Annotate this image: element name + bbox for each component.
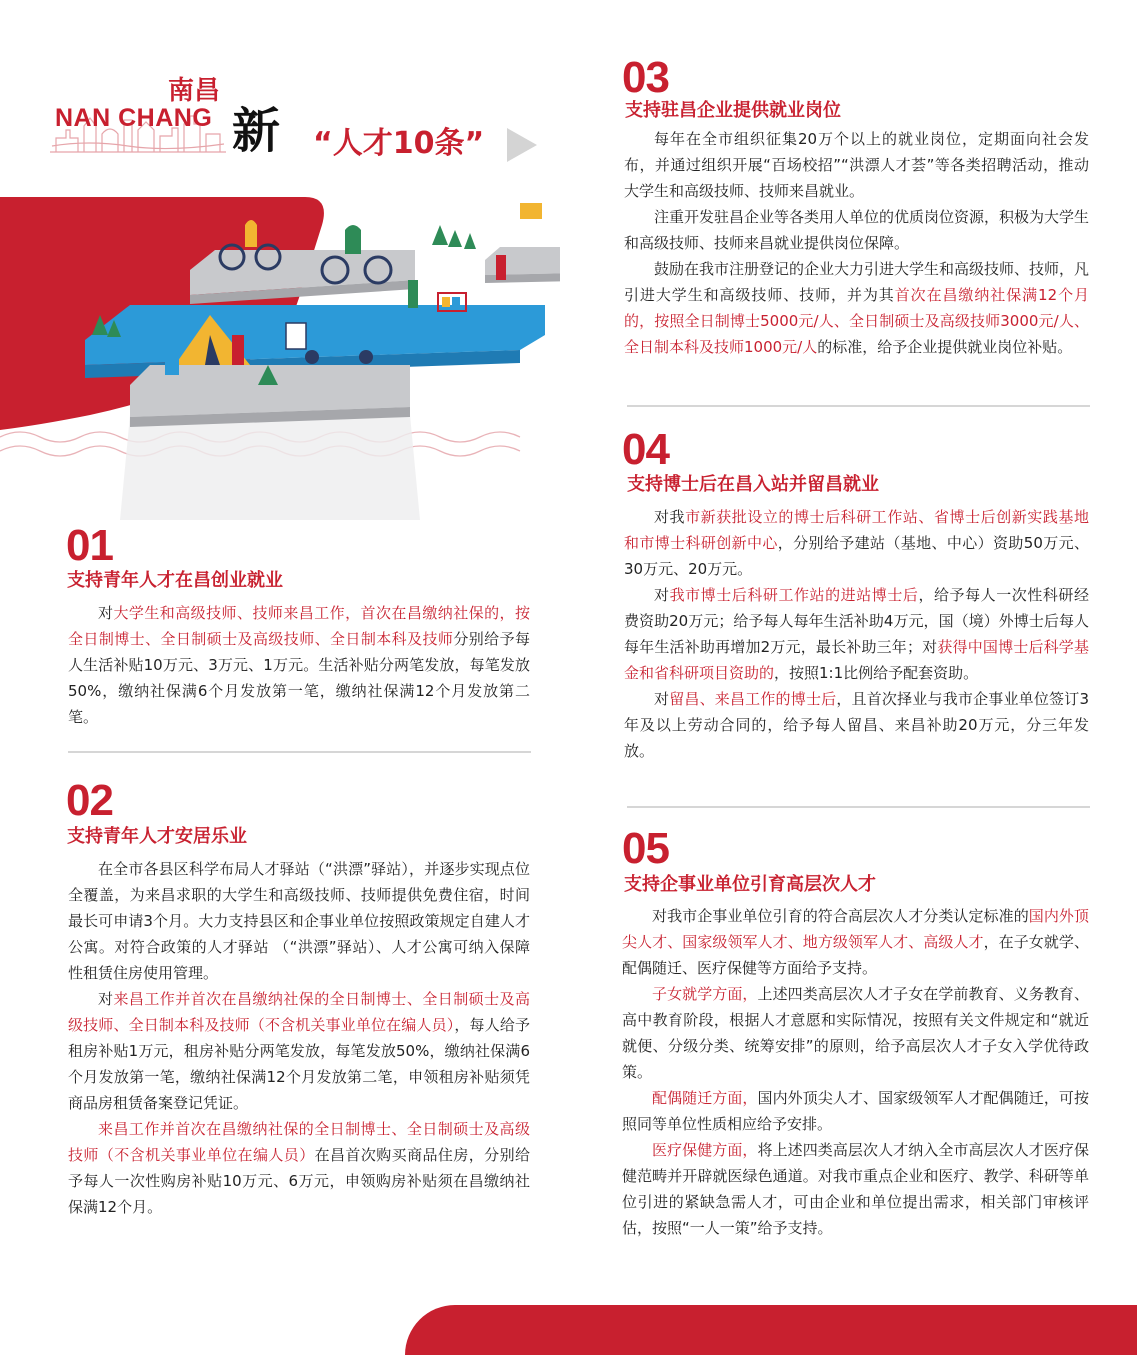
body-text: 注重开发驻昌企业等各类用人单位的优质岗位资源，积极为大学生和高级技师、技师来昌就业提供岗位保障。 (624, 208, 1090, 252)
section-title-05: 支持企事业单位引育高层次人才 (624, 874, 876, 895)
paragraph (68, 1116, 530, 1220)
body-text: 对我 (654, 508, 686, 526)
highlighted-text: 国内外顶尖人才、国家级领军人才、地方级领军人才、高级人才 (622, 907, 1089, 951)
highlighted-text: 我市博士后科研工作站的进站博士后 (669, 586, 919, 604)
paragraph (624, 256, 1089, 360)
highlighted-text: 首次在昌缴纳社保满12个月的，按照全日制博士5000元/人、全日制硕士及高级技师3000元/人、全日制本科及技师1000元/人 (624, 286, 1089, 356)
section-title-02: 支持青年人才安居乐业 (67, 826, 247, 847)
section-number-02: 02 (66, 776, 113, 825)
section-body-04 (624, 504, 1089, 764)
body-text: 每年在全市组织征集20万个以上的就业岗位，定期面向社会发布，并通过组织开展“百场校招”“洪漂人才荟”等各类招聘活动，推动大学生和高级技师、技师来昌就业。 (624, 130, 1089, 200)
paragraph (624, 504, 1089, 582)
section-number-05: 05 (622, 824, 669, 873)
section-title-01: 支持青年人才在昌创业就业 (67, 570, 283, 591)
city-name-chinese: 南昌 (168, 76, 221, 106)
body-text: 的标准，给予企业提供就业岗位补贴。 (817, 338, 1073, 356)
body-text: ，每人给予租房补贴1万元，租房补贴分两笔发放，每笔发放50%，缴纳社保满6个月发放第一笔，缴纳社保满12个月发放第二笔，申领租房补贴须凭商品房租赁备案登记凭证。 (68, 1016, 530, 1112)
highlighted-text: 市新获批设立的博士后科研工作站、省博士后创新实践基地和市博士科研创新中心 (624, 508, 1089, 552)
body-text: 上述四类高层次人才子女在学前教育、义务教育、高中教育阶段，根据人才意愿和实际情况，按照有关文件规定和“就近就便、分级分类、统筹安排”的原则，给予高层次人才子女入学优待政策。 (622, 985, 1089, 1081)
section-number-03: 03 (622, 53, 669, 102)
body-text: 在昌首次购买商品住房，分别给予每人一次性购房补贴10万元、6万元，申领购房补贴须在昌缴纳社保满12个月。 (68, 1146, 530, 1216)
city-name-english: NAN CHANG (55, 104, 213, 132)
paragraph (624, 126, 1089, 204)
footer-band (405, 1305, 1137, 1355)
body-text: ，给予每人一次性科研经费资助20万元；给予每人每年生活补助4万元，国（境）外博士后每人每年生活补助再增加2万元，最长补助三年；对 (624, 586, 1089, 656)
paragraph (68, 856, 530, 986)
body-text: ，按照1:1比例给予配套资助。 (774, 664, 979, 682)
paragraph (622, 1137, 1089, 1241)
body-text: ，在子女就学、配偶随迁、医疗保健等方面给予支持。 (622, 933, 1089, 977)
paragraph (624, 204, 1089, 256)
paragraph (68, 986, 530, 1116)
header-xin-character: 新 (232, 103, 281, 159)
highlighted-text: 来昌工作并首次在昌缴纳社保的全日制博士、全日制硕士及高级技师（不含机关事业单位在编人员） (68, 1120, 530, 1164)
section-title-04: 支持博士后在昌入站并留昌就业 (627, 474, 879, 495)
body-text: ，且首次择业与我市企事业单位签订3年及以上劳动合同的，给予每人留昌、来昌补助20万元，分三年发放。 (624, 690, 1089, 760)
paragraph (622, 1085, 1089, 1137)
section-divider (68, 751, 531, 753)
highlighted-text: 留昌、来昌工作的博士后 (669, 690, 837, 708)
section-divider (627, 405, 1090, 407)
body-text: 分别给予每人生活补贴10万元、3万元、1万元。生活补贴分两笔发放，每笔发放50%，缴纳社保满6个月发放第一笔，缴纳社保满12个月发放第二笔。 (68, 630, 530, 726)
body-text: 在全市各县区科学布局人才驿站（“洪漂”驿站），并逐步实现点位全覆盖，为来昌求职的大学生和高级技师、技师提供免费住宿，时间最长可申请3个月。大力支持县区和企事业单位按照政策规定自建人才公寓。对符合政策的人才驿站 （“洪漂”驿站）、人才公寓可纳入保障性租赁住房使用管理。 (68, 860, 530, 982)
hero-illustration (0, 185, 560, 520)
body-text: ，分别给予建站（基地、中心）资助50万元、30万元、20万元。 (624, 534, 1089, 578)
highlighted-text: 获得中国博士后科学基金和省科研项目资助的 (624, 638, 1089, 682)
paragraph (624, 686, 1089, 764)
section-title-03: 支持驻昌企业提供就业岗位 (625, 100, 841, 121)
highlighted-text: 子女就学方面， (652, 985, 758, 1003)
body-text: 对 (654, 690, 670, 708)
highlighted-text: 大学生和高级技师、技师来昌工作，首次在昌缴纳社保的，按全日制博士、全日制硕士及高级技师、全日制本科及技师 (68, 604, 530, 648)
paragraph (68, 600, 530, 730)
section-divider (627, 806, 1090, 808)
body-text: 将上述四类高层次人才纳入全市高层次人才医疗保健范畴并开辟就医绿色通道。对我市重点企业和医疗、教学、科研等单位引进的紧缺急需人才，可由企业和单位提出需求，相关部门审核评估，按照“一人一策”给予支持。 (622, 1141, 1089, 1237)
body-text: 对我市企事业单位引育的符合高层次人才分类认定标准的 (652, 907, 1029, 925)
body-text: 对 (98, 990, 114, 1008)
section-body-03 (624, 126, 1089, 360)
body-text: 对 (98, 604, 114, 622)
section-number-04: 04 (622, 425, 669, 474)
highlighted-text: 来昌工作并首次在昌缴纳社保的全日制博士、全日制硕士及高级技师、全日制本科及技师（不含机关事业单位在编人员） (68, 990, 530, 1034)
section-body-01 (68, 600, 530, 730)
section-body-02 (68, 856, 530, 1220)
paragraph (622, 981, 1089, 1085)
highlighted-text: 配偶随迁方面， (652, 1089, 758, 1107)
body-text: 鼓励在我市注册登记的企业大力引进大学生和高级技师、技师，凡引进大学生和高级技师、技师，并为其 (624, 260, 1090, 304)
section-number-01: 01 (66, 521, 113, 570)
paragraph (624, 582, 1089, 686)
paragraph (622, 903, 1089, 981)
header-subtitle: “人才10条” (313, 126, 485, 161)
body-text: 对 (654, 586, 670, 604)
highlighted-text: 医疗保健方面， (652, 1141, 758, 1159)
section-body-05 (622, 903, 1089, 1241)
play-arrow-icon (505, 126, 539, 164)
body-text: 国内外顶尖人才、国家级领军人才配偶随迁，可按照同等单位性质相应给予安排。 (622, 1089, 1089, 1133)
